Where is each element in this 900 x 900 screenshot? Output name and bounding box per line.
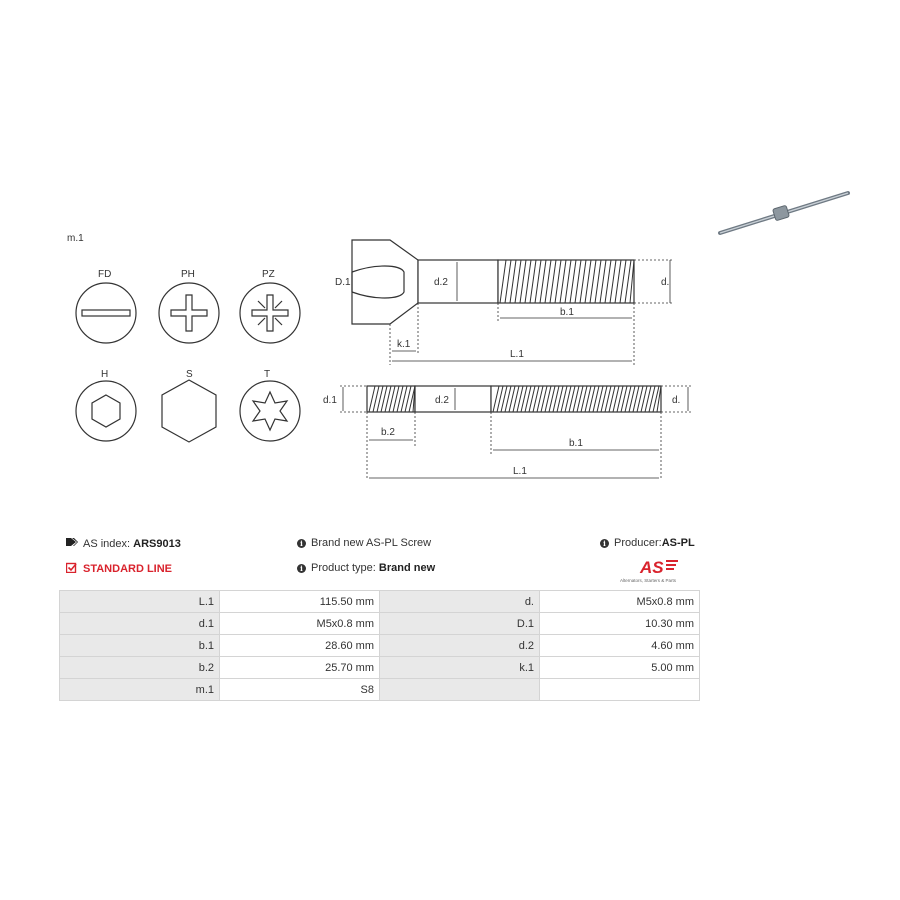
spec-key-cell: D.1 xyxy=(380,613,540,635)
dim-L1: L.1 xyxy=(510,349,524,360)
table-row xyxy=(60,679,700,701)
spec-key-cell: b.2 xyxy=(60,657,220,679)
drive-label-t: T xyxy=(264,369,271,380)
spec-key-cell xyxy=(380,679,540,701)
product-photo xyxy=(714,185,854,240)
product-type-label: Product type: xyxy=(311,562,376,574)
screw-drawing-bottom xyxy=(320,380,700,490)
dim2-L1: L.1 xyxy=(513,466,527,477)
spec-value-cell: 5.00 mm xyxy=(540,657,700,679)
dim-k1: k.1 xyxy=(397,339,411,350)
spec-key-cell: L.1 xyxy=(60,591,220,613)
drive-label-fd: FD xyxy=(98,269,112,280)
dim2-d: d. xyxy=(672,395,681,406)
as-index-value: ARS9013 xyxy=(133,537,181,550)
table-row xyxy=(60,613,700,635)
spec-key-cell: d.1 xyxy=(60,613,220,635)
drive-label-h: H xyxy=(101,369,109,380)
table-row xyxy=(60,635,700,657)
spec-key-cell: b.1 xyxy=(60,635,220,657)
product-type xyxy=(297,562,435,574)
spec-key-cell: d.2 xyxy=(380,635,540,657)
slotted-drive-icon xyxy=(76,283,136,343)
standard-line-label: STANDARD LINE xyxy=(83,563,173,575)
spec-value-cell: 115.50 mm xyxy=(220,591,380,613)
dim2-b1: b.1 xyxy=(569,438,583,449)
info-icon: i xyxy=(297,539,306,548)
as-index xyxy=(66,537,181,550)
hex-socket-drive-icon xyxy=(76,381,136,441)
producer-value: AS-PL xyxy=(661,537,695,549)
producer-label: Producer: xyxy=(614,537,662,549)
svg-text:Alternators, Starters & Parts: Alternators, Starters & Parts xyxy=(620,578,677,583)
drive-label-s: S xyxy=(186,369,193,380)
dim-d2: d.2 xyxy=(434,277,448,288)
dim-D1: D.1 xyxy=(335,277,351,288)
drive-symbols xyxy=(60,280,310,460)
dim2-d2: d.2 xyxy=(435,395,449,406)
as-index-label: AS index: xyxy=(83,537,131,550)
product-type-value: Brand new xyxy=(378,562,436,574)
as-logo xyxy=(620,556,700,584)
description xyxy=(297,537,431,549)
producer xyxy=(600,537,695,549)
standard-line xyxy=(66,562,172,576)
phillips-drive-icon xyxy=(159,283,219,343)
screw-drawing-top xyxy=(330,230,700,370)
info-icon: i xyxy=(297,564,306,573)
spec-key-cell: k.1 xyxy=(380,657,540,679)
drive-label-ph: PH xyxy=(181,269,195,280)
description-text: Brand new AS-PL Screw xyxy=(311,537,432,549)
dim2-b2: b.2 xyxy=(381,427,395,438)
spec-value-cell xyxy=(540,679,700,701)
spec-value-cell: 28.60 mm xyxy=(220,635,380,657)
svg-text:AS: AS xyxy=(640,558,664,577)
specs-table xyxy=(59,590,700,701)
info-icon: i xyxy=(600,539,609,548)
spec-value-cell: M5x0.8 mm xyxy=(540,591,700,613)
spec-value-cell: 25.70 mm xyxy=(220,657,380,679)
dim2-d1: d.1 xyxy=(323,395,337,406)
pozidriv-drive-icon xyxy=(240,283,300,343)
spec-value-cell: 4.60 mm xyxy=(540,635,700,657)
spec-key-cell: m.1 xyxy=(60,679,220,701)
dim-d: d. xyxy=(661,277,670,288)
drive-group-label: m.1 xyxy=(67,233,84,244)
dim-b1: b.1 xyxy=(560,307,574,318)
spec-value-cell: M5x0.8 mm xyxy=(220,613,380,635)
spec-value-cell: S8 xyxy=(220,679,380,701)
tag-icon xyxy=(66,537,78,550)
table-row xyxy=(60,591,700,613)
spec-key-cell: d. xyxy=(380,591,540,613)
hex-head-drive-icon xyxy=(162,380,216,442)
drive-label-pz: PZ xyxy=(262,269,275,280)
table-row xyxy=(60,657,700,679)
torx-drive-icon xyxy=(240,381,300,441)
checkbox-checked-icon xyxy=(66,562,77,576)
spec-value-cell: 10.30 mm xyxy=(540,613,700,635)
